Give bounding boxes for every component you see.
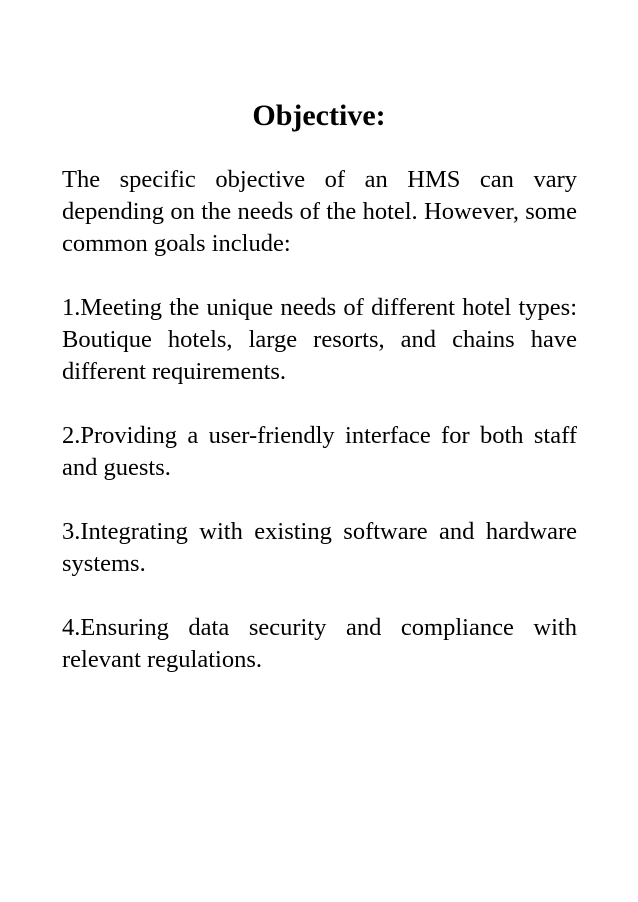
goal-item-1: 1.Meeting the unique needs of different hotel types: Boutique hotels, large resorts, and chains have different requirements. <box>62 294 577 385</box>
goal-item-4: 4.Ensuring data security and compliance with relevant regulations. <box>62 614 577 673</box>
document-body <box>62 164 577 708</box>
page-title: Objective: <box>252 99 386 132</box>
goal-item-3: 3.Integrating with existing software and hardware systems. <box>62 518 577 577</box>
goal-item-2: 2.Providing a user-friendly interface for both staff and guests. <box>62 422 577 481</box>
intro-paragraph: The specific objective of an HMS can vary depending on the needs of the hotel. However, some common goals include: <box>62 166 577 257</box>
